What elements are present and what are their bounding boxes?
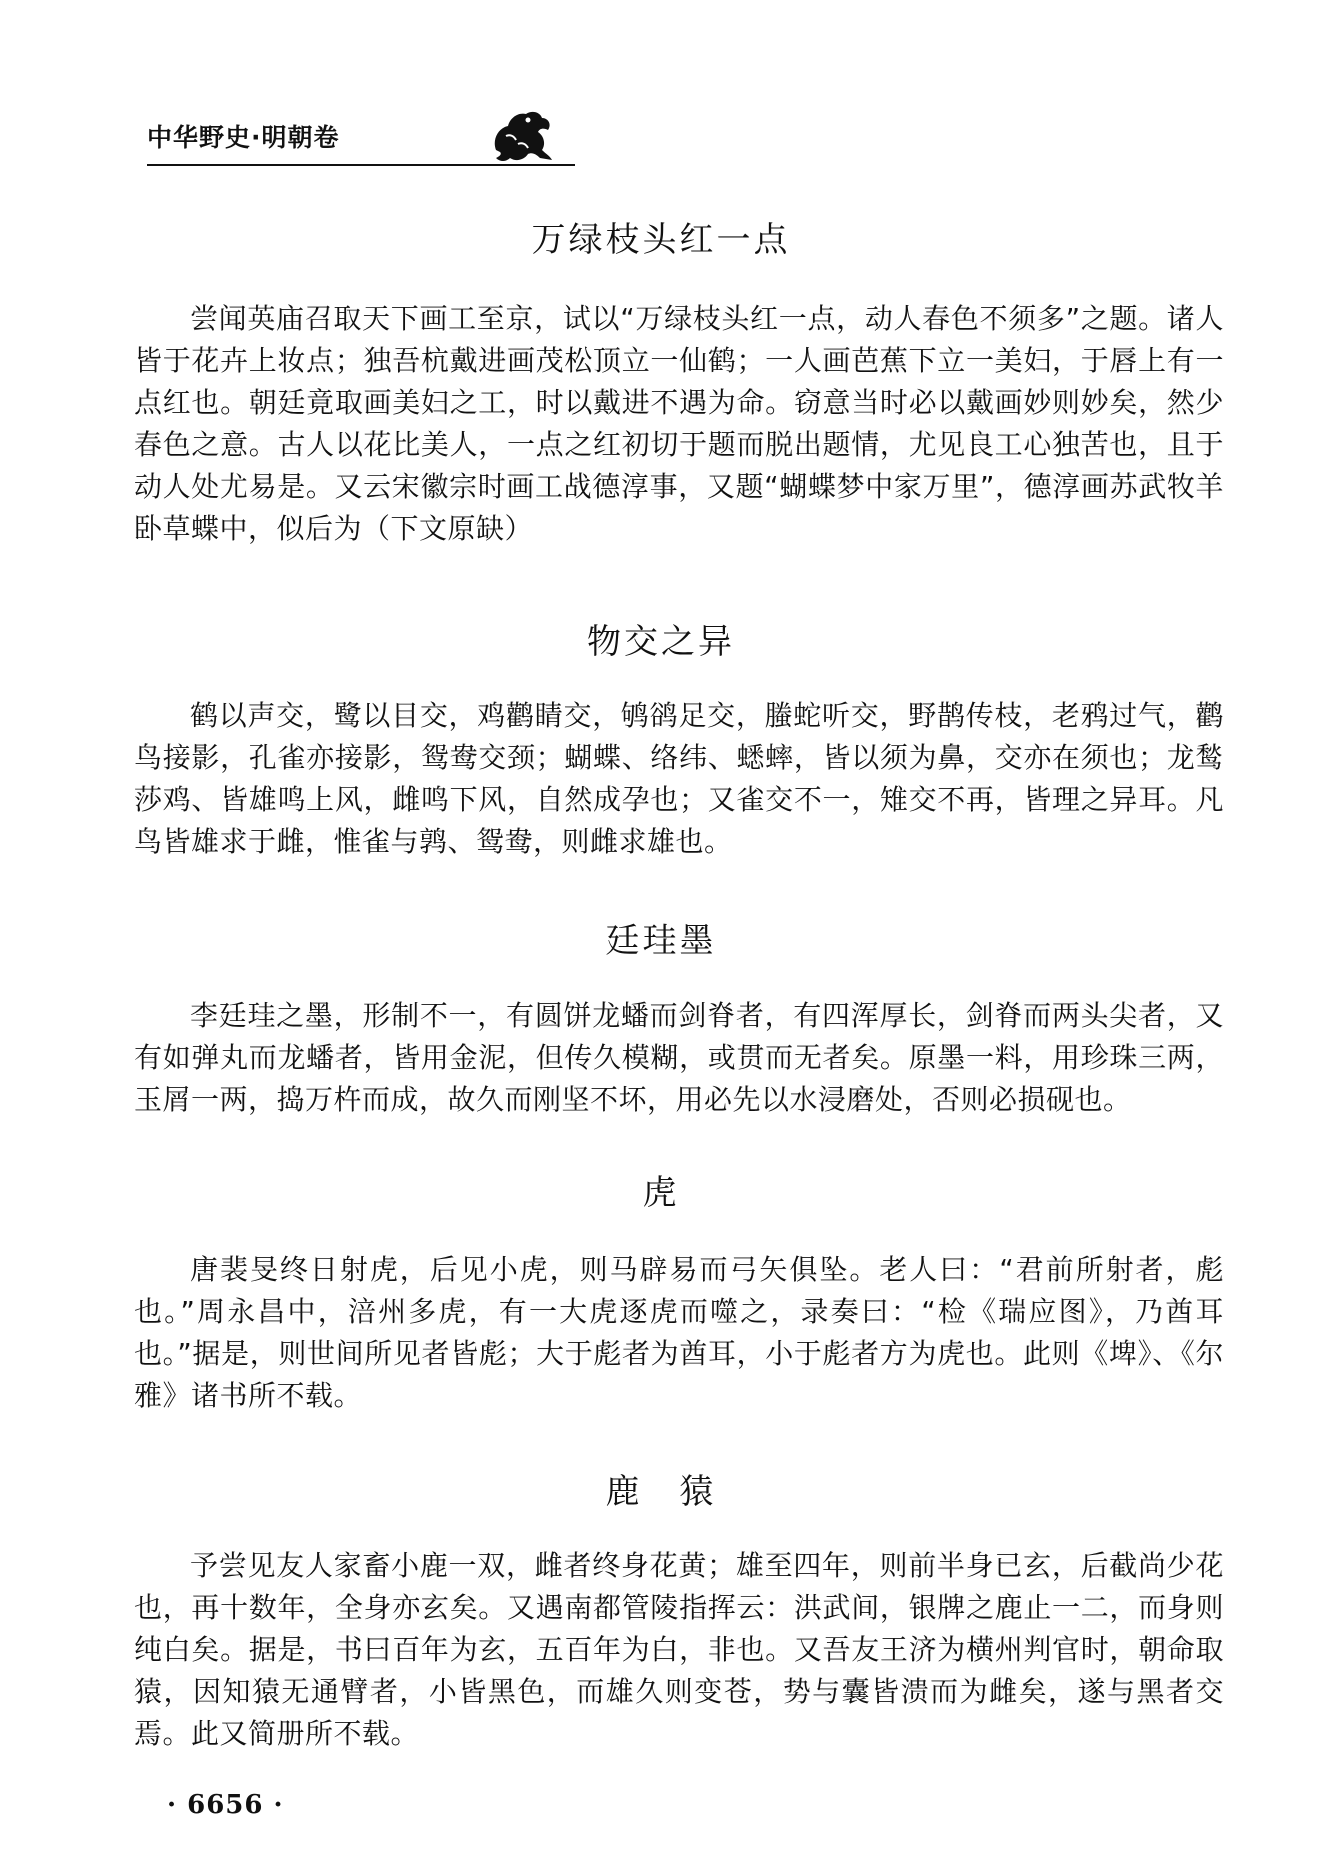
section-title: 虎	[642, 1173, 680, 1213]
section-title: 鹿 猿	[605, 1472, 717, 1512]
section-body: 鹤以声交，鹭以目交，鸡鹳睛交，鸲鹆足交，螣蛇听交，野鹊传枝，老鸦过气，鹳鸟接影，孔雀亦接影，鸳鸯交颈；蝴蝶、络纬、蟋蟀，皆以须为鼻，交亦在须也；龙鹙莎鸡、皆雄鸣上风，雌鸣下风，自然成孕也；又雀交不一，雉交不再，皆理之异耳。凡鸟皆雄求于雌，惟雀与鹑、鸳鸯，则雌求雄也。	[134, 699, 1224, 858]
section-title: 万绿枝头红一点	[531, 220, 791, 260]
section-body: 唐裴旻终日射虎，后见小虎，则马辟易而弓矢俱坠。老人曰：“君前所射者，彪也。”周永昌中，涪州多虎，有一大虎逐虎而噬之，录奏曰：“检《瑞应图》，乃酋耳也。”据是，则世间所见者皆彪；大于彪者为酋耳，小于彪者方为虎也。此则《埤》、《尔雅》诸书所不载。	[134, 1253, 1224, 1412]
page-number: · 6656 ·	[167, 1790, 284, 1820]
dragon-emblem-icon	[488, 106, 554, 166]
section-title: 物交之异	[587, 622, 735, 662]
section-title: 廷珪墨	[605, 921, 717, 961]
section-body: 尝闻英庙召取天下画工至京，试以“万绿枝头红一点，动人春色不须多”之题。诸人皆于花卉上妆点；独吾杭戴进画茂松顶立一仙鹤；一人画芭蕉下立一美妇，于唇上有一点红也。朝廷竟取画美妇之工，时以戴进不遇为命。窃意当时必以戴画妙则妙矣，然少春色之意。古人以花比美人，一点之红初切于题而脱出题情，尤见良工心独苦也，且于动人处尤易是。又云宋徽宗时画工战德淳事，又题“蝴蝶梦中家万里”，德淳画苏武牧羊卧草蝶中，似后为（下文原缺）	[134, 302, 1224, 545]
running-title: 中华野史·明朝卷	[147, 123, 340, 152]
section-body: 李廷珪之墨，形制不一，有圆饼龙蟠而剑脊者，有四浑厚长，剑脊而两头尖者，又有如弹丸而龙蟠者，皆用金泥，但传久模糊，或贯而无者矣。原墨一料，用珍珠三两，玉屑一两，捣万杵而成，故久而刚坚不坏，用必先以水浸磨处，否则必损砚也。	[134, 999, 1224, 1116]
section-body: 予尝见友人家畜小鹿一双，雌者终身花黄；雄至四年，则前半身已玄，后截尚少花也，再十数年，全身亦玄矣。又遇南都管陵指挥云：洪武间，银牌之鹿止一二，而身则纯白矣。据是，书曰百年为玄，五百年为白，非也。又吾友王济为横州判官时，朝命取猿，因知猿无通臂者，小皆黑色，而雄久则变苍，势与囊皆溃而为雌矣，遂与黑者交焉。此又简册所不载。	[134, 1549, 1224, 1750]
